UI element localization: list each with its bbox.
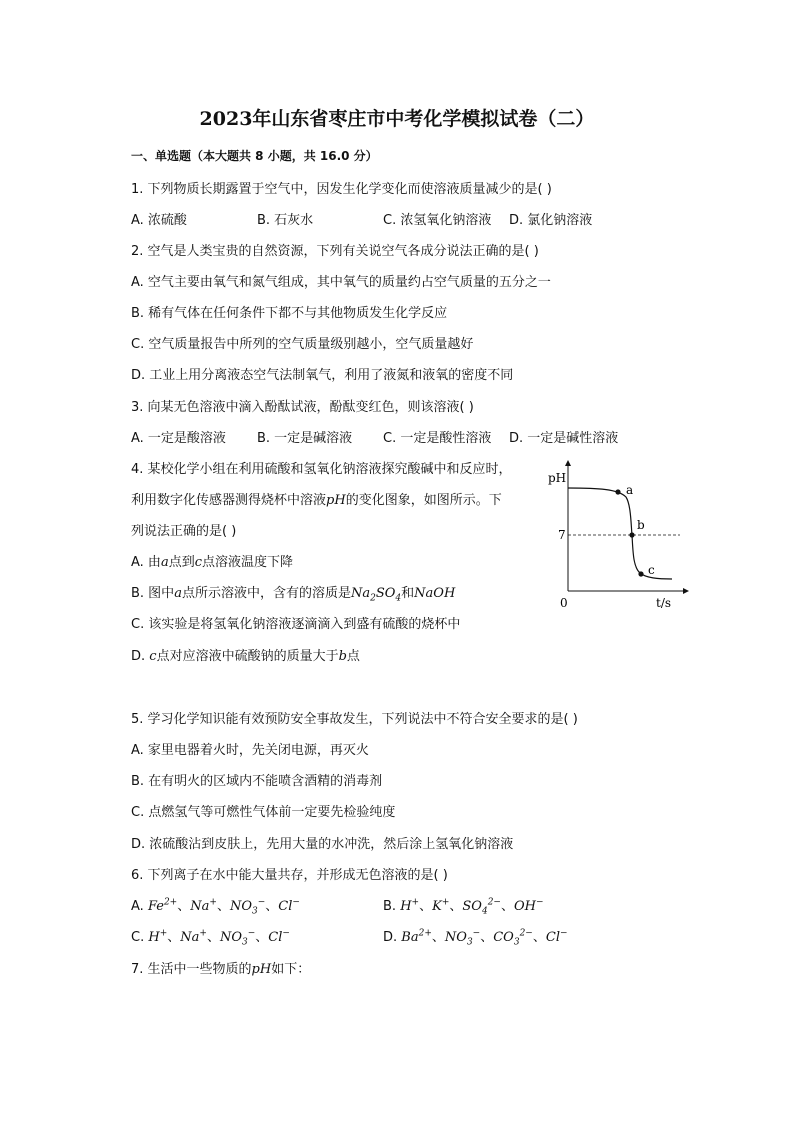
point-c-label: c: [648, 563, 655, 577]
question-3-option-d: D. 一定是碱性溶液: [509, 431, 619, 446]
ph-curve-diagram: [540, 455, 700, 615]
point-b-label: b: [637, 518, 645, 532]
x-axis-label: t/s: [656, 596, 672, 610]
ph-curve: [568, 488, 672, 579]
question-1-option-b: B. 石灰水: [257, 213, 314, 228]
y-axis-label: pH: [548, 471, 567, 485]
point-c: [638, 571, 643, 576]
origin-label: 0: [560, 596, 568, 610]
question-4-option-c: C. 该实验是将氢氧化钠溶液逐滴滴入到盛有硫酸的烧杯中: [131, 617, 461, 632]
formula-na2so4: $Na_2SO_4$: [350, 586, 402, 604]
question-3-option-b: B. 一定是碱溶液: [257, 431, 353, 446]
question-4-option-d: D. c点对应溶液中硫酸钠的质量大于b点: [131, 649, 360, 664]
question-3-option-a: A. 一定是酸溶液: [131, 431, 226, 446]
question-3-option-c: C. 一定是酸性溶液: [383, 431, 492, 446]
question-1-stem: 1. 下列物质长期露置于空气中，因发生化学变化而使溶液质量减少的是( ): [131, 182, 552, 197]
question-5-option-d: D. 浓硫酸沾到皮肤上，先用大量的水冲洗，然后涂上氢氧化钠溶液: [131, 837, 514, 852]
question-6-option-a: A. $Fe^{2+}$、Na+、$NO_3^-$、Cl−: [131, 897, 300, 917]
question-3-stem: 3. 向某无色溶液中滴入酚酞试液，酚酞变红色，则该溶液( ): [131, 400, 474, 415]
question-4-option-b: B. 图中a点所示溶液中，含有的溶质是$Na_2SO_4$和NaOH: [131, 586, 456, 604]
point-b: [629, 532, 634, 537]
question-5-option-a: A. 家里电器着火时，先关闭电源，再灭火: [131, 743, 369, 758]
question-2-stem: 2. 空气是人类宝贵的自然资源，下列有关说空气各成分说法正确的是( ): [131, 244, 539, 259]
var-ph: pH: [326, 493, 346, 508]
question-2-option-a: A. 空气主要由氧气和氮气组成，其中氧气的质量约占空气质量的五分之一: [131, 275, 551, 290]
question-4-stem-line-3: 列说法正确的是( ): [131, 524, 237, 539]
section-heading: 一、单选题（本大题共 8 小题，共 16.0 分）: [131, 149, 378, 163]
question-2-option-c: C. 空气质量报告中所列的空气质量级别越小，空气质量越好: [131, 337, 474, 352]
point-a: [615, 489, 620, 494]
question-1-option-a: A. 浓硫酸: [131, 213, 187, 228]
ph-7-label: 7: [558, 528, 566, 542]
question-4-stem-line-2: 利用数字化传感器测得烧杯中溶液pH的变化图象，如图所示。下: [131, 493, 502, 508]
question-6-stem: 6. 下列离子在水中能大量共存，并形成无色溶液的是( ): [131, 868, 448, 883]
question-1-option-d: D. 氯化钠溶液: [509, 213, 593, 228]
question-2-option-d: D. 工业上用分离液态空气法制氧气，利用了液氮和液氧的密度不同: [131, 368, 514, 383]
question-6-option-b: B. H+、K+、$SO_4^{2-}$、OH−: [383, 897, 544, 917]
question-6-option-c: C. H+、Na+、$NO_3^-$、Cl−: [131, 928, 290, 948]
question-2-option-b: B. 稀有气体在任何条件下都不与其他物质发生化学反应: [131, 306, 448, 321]
question-6-option-d: D. $Ba^{2+}$、$NO_3^-$、$CO_3^{2-}$、Cl−: [383, 928, 568, 948]
formula-naoh: NaOH: [414, 586, 456, 601]
question-5-stem: 5. 学习化学知识能有效预防安全事故发生，下列说法中不符合安全要求的是( ): [131, 712, 578, 727]
point-a-label: a: [626, 483, 634, 497]
question-5-option-b: B. 在有明火的区域内不能喷含酒精的消毒剂: [131, 774, 383, 789]
question-4-stem-line-1: 4. 某校化学小组在利用硫酸和氢氧化钠溶液探究酸碱中和反应时，: [131, 462, 512, 477]
question-1-option-c: C. 浓氢氧化钠溶液: [383, 213, 492, 228]
question-5-option-c: C. 点燃氢气等可燃性气体前一定要先检验纯度: [131, 805, 396, 820]
question-4-option-a: A. 由a点到c点溶液温度下降: [131, 555, 294, 570]
question-7-stem: 7. 生活中一些物质的pH如下：: [131, 962, 311, 977]
page-title: 2023年山东省枣庄市中考化学模拟试卷（二）: [199, 108, 595, 130]
